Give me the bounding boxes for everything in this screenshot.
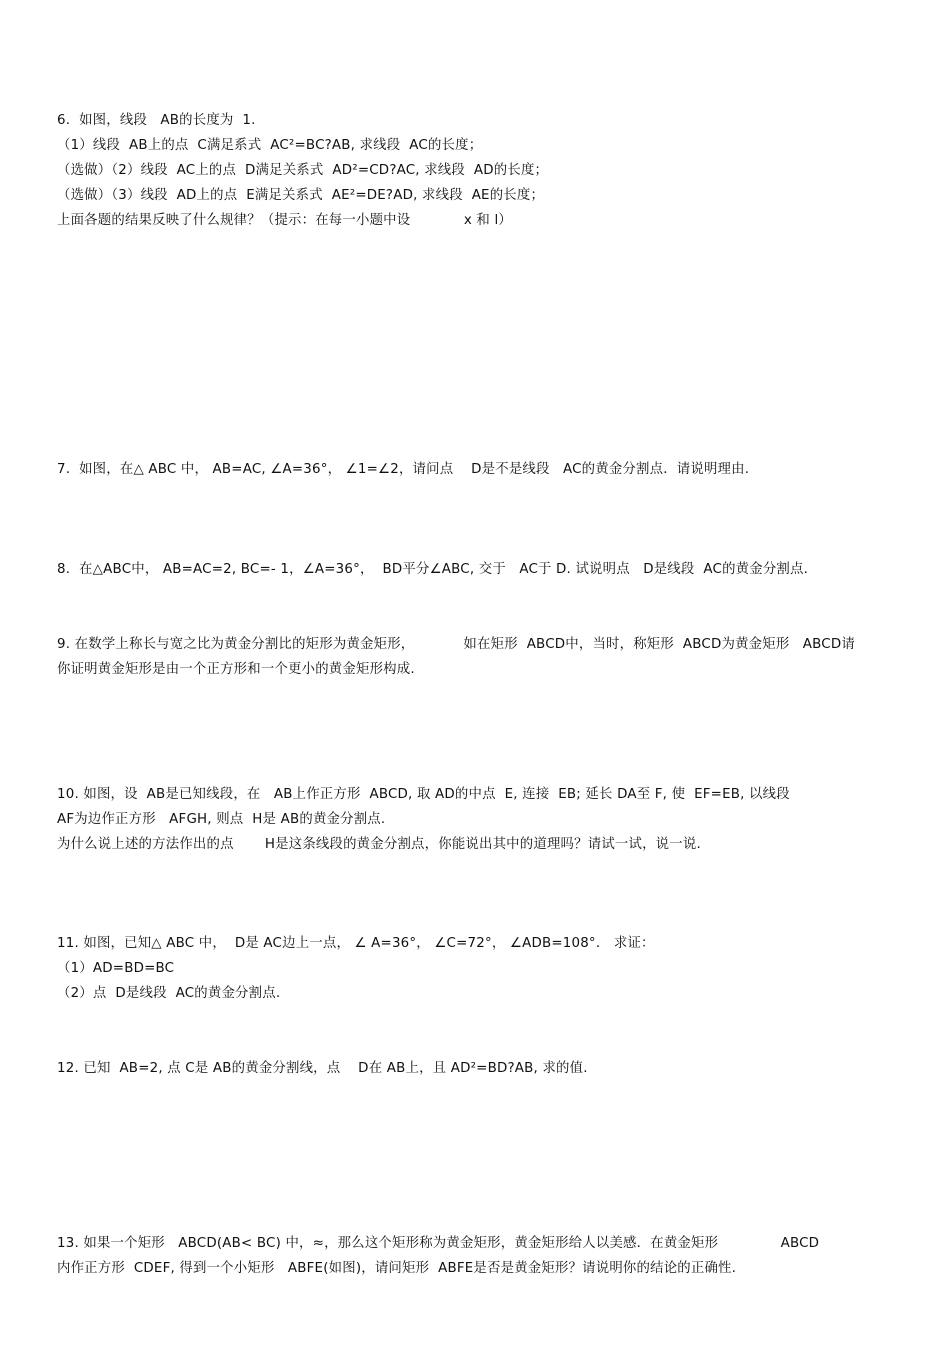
problem-8-line-1: 8. 在△ABC中， AB=AC=2, BC=- 1，∠A=36°， BD平分∠ABC, 交于 AC于 D. 试说明点 D是线段 AC的黄金分割点. (57, 562, 809, 577)
problem-10-line-3: 为什么说上述的方法作出的点 H是这条线段的黄金分割点，你能说出其中的道理吗？请试一试，说一说. (57, 837, 701, 852)
problem-11-line-3: （2）点 D是线段 AC的黄金分割点. (57, 986, 281, 1001)
problem-11-line-1: 11. 如图，已知△ ABC 中， D是 AC边上一点， ∠ A=36°， ∠C=72°， ∠ADB=108°． 求证： (57, 936, 655, 951)
problem-12-line-1: 12. 已知 AB=2, 点 C是 AB的黄金分割线，点 D在 AB上，且 AD²=BD?AB, 求的值. (57, 1061, 588, 1076)
problem-9-line-2: 你证明黄金矩形是由一个正方形和一个更小的黄金矩形构成. (57, 662, 415, 677)
problem-6-line-2: （1）线段 AB上的点 C满足系式 AC²=BC?AB, 求线段 AC的长度； (57, 138, 483, 153)
problem-11-line-2: （1）AD=BD=BC (57, 961, 175, 976)
problem-9-line-1: 9. 在数学上称长与宽之比为黄金分割比的矩形为黄金矩形， 如在矩形 ABCD中，当时，称矩形 ABCD为黄金矩形 ABCD请 (57, 637, 855, 652)
problem-6-line-1: 6. 如图，线段 AB的长度为 1. (57, 113, 256, 128)
problem-10-line-1: 10. 如图，设 AB是已知线段，在 AB上作正方形 ABCD, 取 AD的中点 E, 连接 EB; 延长 DA至 F, 使 EF=EB, 以线段 (57, 787, 790, 802)
problem-13-line-1: 13. 如果一个矩形 ABCD(AB< BC) 中，≈，那么这个矩形称为黄金矩形，黄金矩形给人以美感．在黄金矩形 ABCD (57, 1236, 820, 1251)
problem-6-line-3: （选做）（2）线段 AC上的点 D满足关系式 AD²=CD?AC, 求线段 AD的长度； (57, 163, 549, 178)
problem-6-line-4: （选做）（3）线段 AD上的点 E满足关系式 AE²=DE?AD, 求线段 AE的长度； (57, 188, 545, 203)
problem-6-line-5: 上面各题的结果反映了什么规律？（提示：在每一小题中设 x 和 l） (57, 213, 512, 228)
problem-10-line-2: AF为边作正方形 AFGH, 则点 H是 AB的黄金分割点. (57, 812, 386, 827)
problem-7-line-1: 7. 如图，在△ ABC 中， AB=AC, ∠A=36°， ∠1=∠2，请问点 D是不是线段 AC的黄金分割点．请说明理由. (57, 462, 750, 477)
problem-13-line-2: 内作正方形 CDEF, 得到一个小矩形 ABFE(如图)，请问矩形 ABFE是否是黄金矩形？请说明你的结论的正确性. (57, 1261, 737, 1276)
